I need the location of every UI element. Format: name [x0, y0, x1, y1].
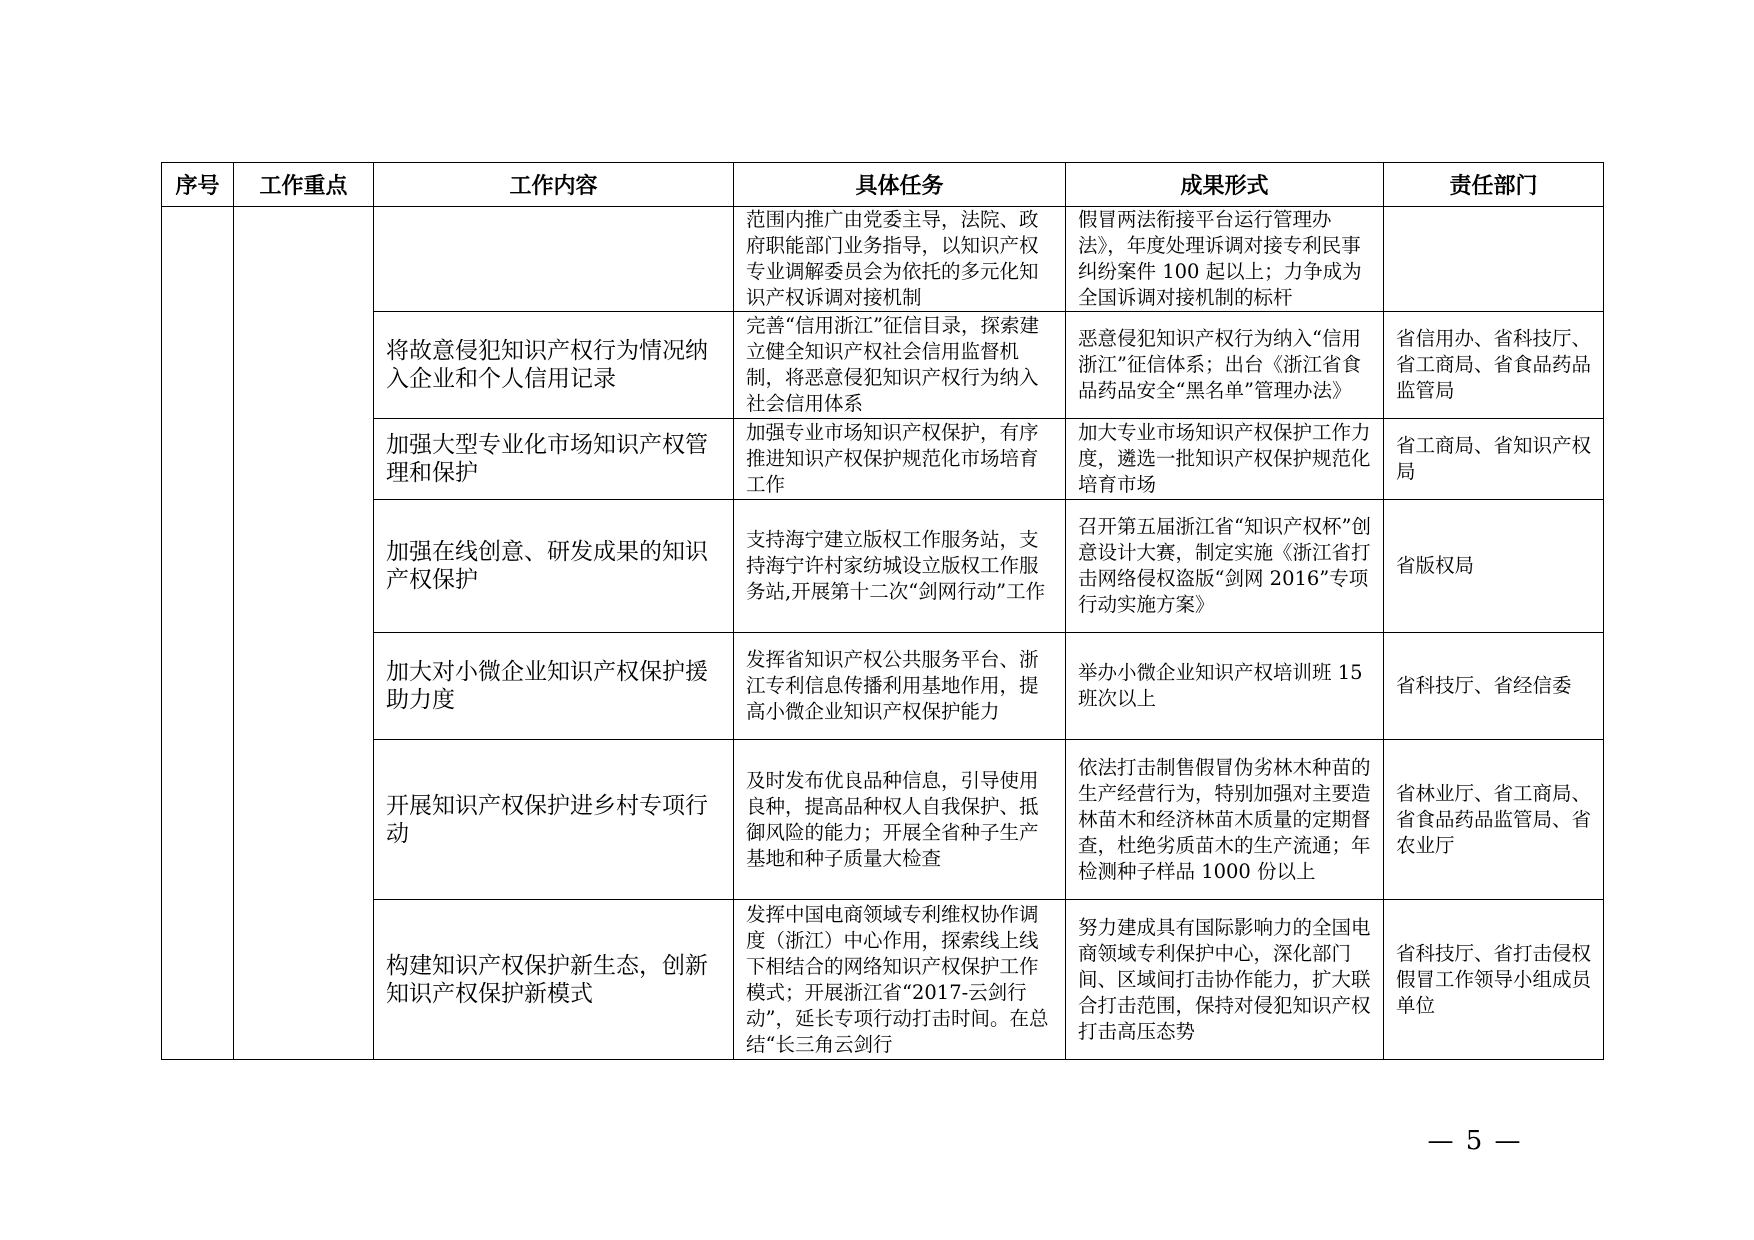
content-cell: 开展知识产权保护进乡村专项行动 [374, 740, 734, 900]
task-table [161, 162, 1604, 1060]
dept-cell: 省版权局 [1384, 500, 1604, 633]
task-cell: 完善“信用浙江”征信目录，探索建立健全知识产权社会信用监督机制，将恶意侵犯知识产权行为纳入社会信用体系 [734, 312, 1066, 419]
dept-cell: 省信用办、省科技厅、省工商局、省食品药品监管局 [1384, 312, 1604, 419]
header-seq: 序号 [162, 163, 234, 207]
seq-cell [162, 207, 234, 1060]
table-row [162, 312, 1604, 419]
task-cell: 及时发布优良品种信息，引导使用良种，提高品种权人自我保护、抵御风险的能力；开展全省种子生产基地和种子质量大检查 [734, 740, 1066, 900]
result-cell: 召开第五届浙江省“知识产权杯”创意设计大赛，制定实施《浙江省打击网络侵权盗版“剑网 2016”专项行动实施方案》 [1066, 500, 1384, 633]
header-content: 工作内容 [374, 163, 734, 207]
table-row [162, 740, 1604, 900]
result-cell: 恶意侵犯知识产权行为纳入“信用浙江”征信体系；出台《浙江省食品药品安全“黑名单”管理办法》 [1066, 312, 1384, 419]
page-number: — 5 — [1427, 1126, 1523, 1156]
task-cell: 发挥省知识产权公共服务平台、浙江专利信息传播利用基地作用，提高小微企业知识产权保护能力 [734, 633, 1066, 740]
table-row [162, 900, 1604, 1060]
task-cell: 范围内推广由党委主导，法院、政府职能部门业务指导，以知识产权专业调解委员会为依托的多元化知识产权诉调对接机制 [734, 207, 1066, 312]
result-cell: 加大专业市场知识产权保护工作力度，遴选一批知识产权保护规范化培育市场 [1066, 419, 1384, 500]
task-cell: 发挥中国电商领域专利维权协作调度（浙江）中心作用，探索线上线下相结合的网络知识产权保护工作模式；开展浙江省“2017-云剑行动”，延长专项行动打击时间。在总结“长三角云剑行 [734, 900, 1066, 1060]
header-focus: 工作重点 [234, 163, 374, 207]
header-row [162, 163, 1604, 207]
focus-cell [234, 207, 374, 1060]
content-cell: 加强在线创意、研发成果的知识产权保护 [374, 500, 734, 633]
dept-cell [1384, 207, 1604, 312]
task-cell: 加强专业市场知识产权保护，有序推进知识产权保护规范化市场培育工作 [734, 419, 1066, 500]
content-cell [374, 207, 734, 312]
table-row [162, 500, 1604, 633]
dept-cell: 省科技厅、省打击侵权假冒工作领导小组成员单位 [1384, 900, 1604, 1060]
dept-cell: 省工商局、省知识产权局 [1384, 419, 1604, 500]
content-cell: 构建知识产权保护新生态，创新知识产权保护新模式 [374, 900, 734, 1060]
table-row [162, 419, 1604, 500]
header-result: 成果形式 [1066, 163, 1384, 207]
result-cell: 假冒两法衔接平台运行管理办法》，年度处理诉调对接专利民事纠纷案件 100 起以上；力争成为全国诉调对接机制的标杆 [1066, 207, 1384, 312]
content-cell: 加大对小微企业知识产权保护援助力度 [374, 633, 734, 740]
header-task: 具体任务 [734, 163, 1066, 207]
table-row [162, 207, 1604, 312]
dept-cell: 省科技厅、省经信委 [1384, 633, 1604, 740]
result-cell: 努力建成具有国际影响力的全国电商领域专利保护中心，深化部门间、区域间打击协作能力，扩大联合打击范围，保持对侵犯知识产权打击高压态势 [1066, 900, 1384, 1060]
content-cell: 将故意侵犯知识产权行为情况纳入企业和个人信用记录 [374, 312, 734, 419]
result-cell: 举办小微企业知识产权培训班 15 班次以上 [1066, 633, 1384, 740]
result-cell: 依法打击制售假冒伪劣林木种苗的生产经营行为，特别加强对主要造林苗木和经济林苗木质量的定期督查，杜绝劣质苗木的生产流通；年检测种子样品 1000 份以上 [1066, 740, 1384, 900]
content-cell: 加强大型专业化市场知识产权管理和保护 [374, 419, 734, 500]
task-cell: 支持海宁建立版权工作服务站，支持海宁许村家纺城设立版权工作服务站,开展第十二次“剑网行动”工作 [734, 500, 1066, 633]
table-row [162, 633, 1604, 740]
dept-cell: 省林业厅、省工商局、省食品药品监管局、省农业厅 [1384, 740, 1604, 900]
header-dept: 责任部门 [1384, 163, 1604, 207]
